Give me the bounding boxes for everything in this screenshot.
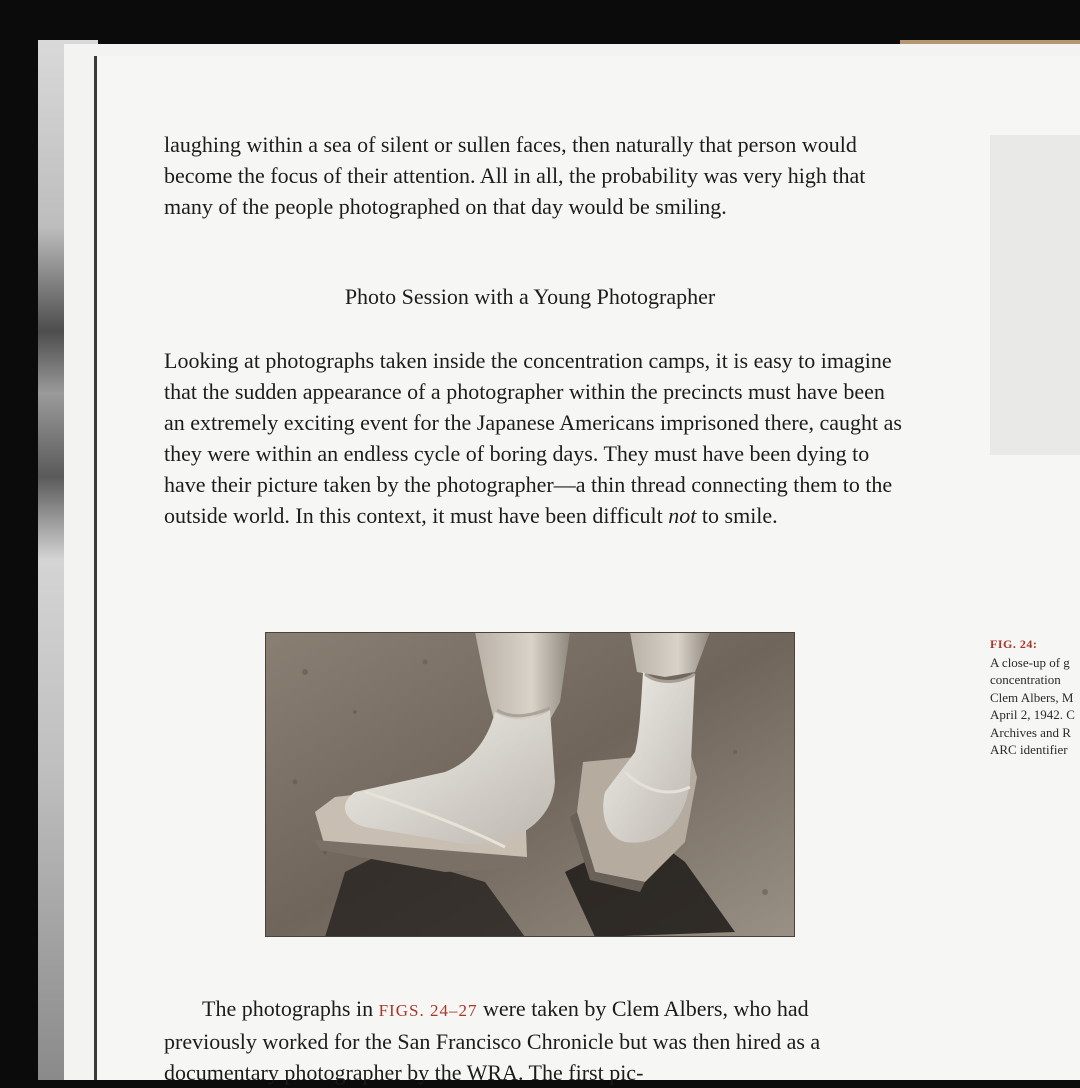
caption-line: A close-up of g xyxy=(990,654,1070,670)
geta-sandals-photo xyxy=(265,632,795,937)
paragraph-3-text: The photographs in xyxy=(202,996,379,1021)
caption-line: ARC identifier xyxy=(990,742,1068,757)
bleed-through-image xyxy=(990,135,1080,455)
caption-line: Archives and R xyxy=(990,724,1071,740)
caption-line: Clem Albers, M xyxy=(990,689,1074,705)
paragraph-1: laughing within a sea of silent or sullen faces, then naturally that person would become the focus of their attention. All in all, the probability was very high that many of the people photographed on that day would be smiling. xyxy=(164,132,866,219)
paragraph-2 xyxy=(164,345,904,531)
section-heading: Photo Session with a Young Photographer xyxy=(344,284,716,309)
paragraph-3 xyxy=(164,993,904,1088)
paragraph-2-text: Looking at photographs taken inside the concentration camps, it is easy to imagine that the sudden appearance of a photographer within the precincts must have been an extremely exciting event for the Japanese Americans imprisoned there, caught as they were within an endless cycle of boring days. They must have been dying to have their picture taken by the photographer—a thin thread connecting them to the outside world. In this context, it must have been difficult xyxy=(164,348,902,528)
figure-photo xyxy=(265,632,795,937)
paragraph-3-end: were taken by Clem Albers, who had previously worked for the San Francisco Chronicle but was then hired as a documentary photographer by the WRA. The first pic- xyxy=(164,996,821,1085)
figure-reference-link[interactable]: FIGS. 24–27 xyxy=(378,1001,478,1020)
paragraph-2-emphasis: not xyxy=(668,503,697,528)
figure-caption xyxy=(990,636,1080,759)
caption-line: concentration xyxy=(990,672,1061,687)
figure-label: FIG. 24: xyxy=(990,637,1038,651)
paragraph-2-end: to smile. xyxy=(696,503,778,528)
caption-line: April 2, 1942. C xyxy=(990,707,1075,722)
